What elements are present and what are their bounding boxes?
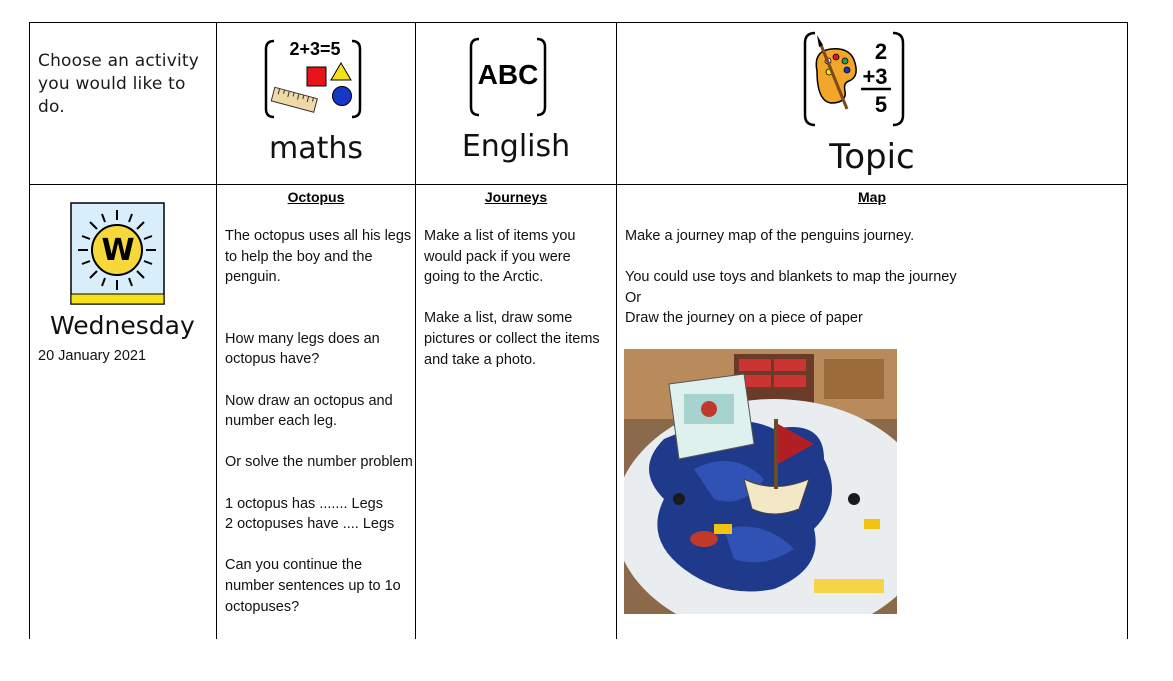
- topic-line3: Or: [625, 289, 642, 306]
- english-activity-title[interactable]: Journeys: [484, 189, 548, 205]
- maths-intro: The octopus uses all his legs to help the boy and the penguin.: [225, 228, 412, 286]
- english-activity-cell: [416, 185, 616, 639]
- choose-activity-prompt: Choose an activity you would like to do.: [38, 51, 200, 117]
- maths-equation: 2+3=5: [289, 39, 341, 59]
- topic-sum-line3: 5: [874, 92, 888, 117]
- maths-alt: Or solve the number problem: [225, 454, 413, 471]
- maths-question: How many legs does an octopus have?: [225, 330, 380, 368]
- topic-line1: Make a journey map of the penguins journey.: [625, 228, 915, 244]
- topic-line4: Draw the journey on a piece of paper: [625, 310, 863, 327]
- maths-activity-cell: [217, 185, 415, 639]
- english-label: English: [461, 129, 571, 164]
- activity-table: [29, 22, 1128, 639]
- topic-sum-line2: +3: [862, 64, 888, 89]
- english-para2: Make a list, draw some pictures or collect the items and take a photo.: [424, 310, 600, 368]
- english-header-cell[interactable]: [416, 23, 616, 184]
- maths-line1: 1 octopus has ....... Legs: [225, 495, 383, 512]
- maths-line2: 2 octopuses have .... Legs: [225, 516, 395, 533]
- topic-line2: You could use toys and blankets to map the journey: [625, 269, 957, 286]
- maths-activity-title[interactable]: Octopus: [287, 189, 345, 205]
- topic-activity-cell: [617, 185, 1127, 639]
- topic-activity-title[interactable]: Map: [858, 189, 886, 205]
- abc-text: ABC: [477, 59, 539, 90]
- maths-extension: Can you continue the number sentences up to 1o octopuses?: [225, 557, 401, 615]
- maths-task: Now draw an octopus and number each leg.: [225, 392, 393, 430]
- topic-label: Topic: [829, 137, 915, 177]
- maths-label: maths: [268, 131, 363, 166]
- sun-letter: W: [101, 233, 135, 268]
- day-name: Wednesday: [50, 311, 195, 340]
- maths-header-cell[interactable]: [217, 23, 415, 184]
- topic-header-cell[interactable]: [617, 23, 1127, 184]
- day-date: 20 January 2021: [38, 348, 147, 364]
- photo-journey-map: [624, 349, 897, 614]
- day-cell: [30, 185, 216, 639]
- english-para1: Make a list of items you would pack if you were going to the Arctic.: [424, 228, 576, 286]
- topic-sum-line1: 2: [874, 39, 888, 64]
